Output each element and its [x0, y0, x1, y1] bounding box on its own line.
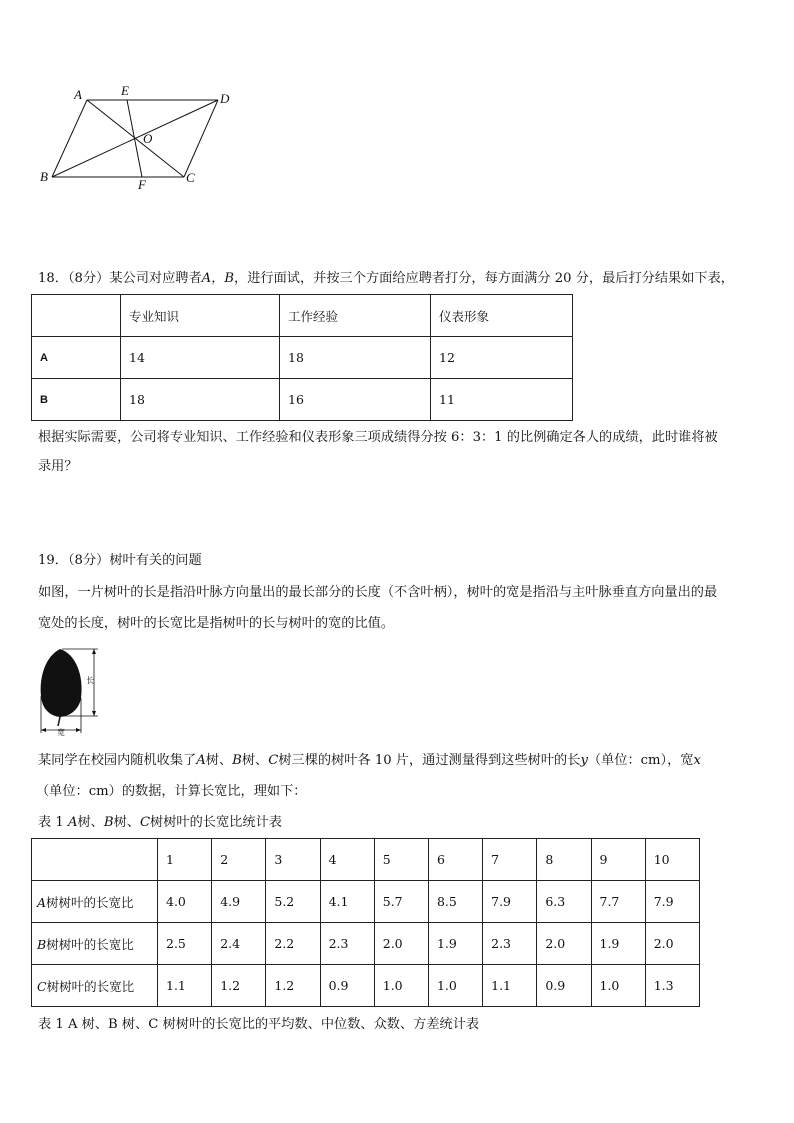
- label-e: E: [121, 83, 129, 98]
- leaf-width-label: 宽: [57, 728, 65, 736]
- table-cell: 4.0: [158, 881, 212, 923]
- width-arrowhead-left: [41, 728, 46, 732]
- table-cell: 16: [280, 379, 431, 421]
- length-arrowhead-top: [92, 649, 96, 654]
- table-cell: 12: [431, 337, 573, 379]
- row-label-suffix: 树树叶的长宽比: [46, 978, 135, 994]
- leaf-ratio-table: [31, 838, 700, 1007]
- table-cell: 0.9: [320, 965, 374, 1007]
- table-header: 7: [483, 839, 537, 881]
- q18-stem-post: ，进行面试，并按三个方面给应聘者打分，每方面满分 20 分，最后打分结果如下表，: [234, 271, 734, 286]
- table-header: 4: [320, 839, 374, 881]
- label-d: D: [220, 91, 230, 106]
- table-header: 专业知识: [121, 295, 280, 337]
- q19-desc-line1: 如图，一片树叶的长是指沿叶脉方向量出的最长部分的长度（不含叶柄），树叶的宽是指沿与主叶脉垂直方向量出的最: [38, 585, 718, 600]
- caption-tree-b: B: [103, 815, 114, 830]
- table-cell: 2.4: [212, 923, 266, 965]
- table-row-label: B: [32, 379, 121, 421]
- label-a: A: [74, 87, 82, 102]
- table-cell: 1.1: [483, 965, 537, 1007]
- var-x: x: [693, 753, 701, 768]
- row-tree-name: C: [37, 978, 47, 994]
- q18-stem-pre: 18．（8分）某公司对应聘者: [38, 271, 202, 286]
- edge-ab: [52, 100, 87, 177]
- table-cell: 11: [431, 379, 573, 421]
- table-cell: 2.3: [483, 923, 537, 965]
- caption-tree-c: C: [139, 815, 151, 830]
- table-header: 3: [266, 839, 320, 881]
- var-y: y: [580, 753, 588, 768]
- row-tree-name: B: [37, 936, 47, 952]
- collect-text-c: 树、: [241, 753, 269, 768]
- table-header: 6: [428, 839, 482, 881]
- leaf-stem: [58, 717, 60, 726]
- table-cell: 1.0: [374, 965, 428, 1007]
- table-cell: 2.0: [645, 923, 699, 965]
- row-label-suffix: 树树叶的长宽比: [46, 936, 134, 952]
- collect-text-a: 某同学在校园内随机收集了: [38, 753, 197, 768]
- table-cell: 7.7: [591, 881, 645, 923]
- q18-stem: [38, 269, 734, 289]
- caption-tree-a: A: [67, 815, 78, 830]
- q18-score-table: [31, 294, 573, 421]
- table-cell: 1.0: [428, 965, 482, 1007]
- table-cell: 5.2: [266, 881, 320, 923]
- table-cell: 1.2: [266, 965, 320, 1007]
- table-row: [32, 923, 700, 965]
- table-cell: 1.9: [428, 923, 482, 965]
- table-cell: 2.0: [374, 923, 428, 965]
- q19-collect-line1: [38, 751, 701, 771]
- table-header: 仪表形象: [431, 295, 573, 337]
- label-f: F: [138, 177, 146, 192]
- leaf-length-label: 长: [86, 676, 94, 685]
- caption-pre: 表 1: [38, 815, 68, 830]
- table-row: [32, 881, 700, 923]
- table-cell: 4.1: [320, 881, 374, 923]
- table-row: [32, 379, 573, 421]
- collect-text-e: （单位：cm），宽: [587, 753, 694, 768]
- table-cell: 2.3: [320, 923, 374, 965]
- table-row-label: [32, 881, 158, 923]
- table-cell: 18: [121, 379, 280, 421]
- q18-stem-ab: A，B: [201, 271, 235, 286]
- tree-a-label: A: [196, 753, 206, 768]
- table-row: [32, 295, 573, 337]
- segment-ef: [127, 100, 142, 177]
- table-corner-cell: [32, 839, 158, 881]
- table1-caption: [38, 813, 282, 833]
- label-c: C: [186, 170, 195, 185]
- caption-mid2: 树、: [113, 815, 140, 830]
- leaf-figure: [36, 646, 106, 736]
- table-row-label: A: [32, 337, 121, 379]
- table-header: 2: [212, 839, 266, 881]
- leaf-shape: [41, 649, 82, 717]
- table-header: 1: [158, 839, 212, 881]
- table-cell: 6.3: [537, 881, 591, 923]
- tree-b-label: B: [232, 753, 242, 768]
- tree-c-label: C: [268, 753, 279, 768]
- table-cell: 0.9: [537, 965, 591, 1007]
- table-cell: 2.0: [537, 923, 591, 965]
- q19-collect-line2: （单位：cm）的数据，计算长宽比，理如下：: [36, 784, 307, 799]
- table-cell: 1.2: [212, 965, 266, 1007]
- table-cell: 7.9: [645, 881, 699, 923]
- table-row: [32, 337, 573, 379]
- table-cell: 18: [280, 337, 431, 379]
- row-label-suffix: 树树叶的长宽比: [46, 894, 134, 910]
- q19-title: 19．（8分）树叶有关的问题: [38, 553, 202, 568]
- length-arrowhead-bottom: [92, 711, 96, 716]
- collect-text-d: 树三棵的树叶各 10 片，通过测量得到这些树叶的长: [278, 753, 581, 768]
- table-row: [32, 839, 700, 881]
- table-cell: 1.3: [645, 965, 699, 1007]
- table-cell: 7.9: [483, 881, 537, 923]
- table-header: 工作经验: [280, 295, 431, 337]
- table-cell: 8.5: [428, 881, 482, 923]
- row-tree-name: A: [37, 894, 47, 910]
- table-header: 10: [645, 839, 699, 881]
- table-cell: 2.5: [158, 923, 212, 965]
- table-cell: 1.0: [591, 965, 645, 1007]
- table2-caption: 表 1 A 树、B 树、C 树树叶的长宽比的平均数、中位数、众数、方差统计表: [38, 1017, 480, 1032]
- table-row: [32, 965, 700, 1007]
- table-cell: 14: [121, 337, 280, 379]
- table-header: 5: [374, 839, 428, 881]
- table-cell: 2.2: [266, 923, 320, 965]
- label-o: O: [143, 131, 153, 146]
- table-cell: [32, 295, 121, 337]
- caption-post: 树树叶的长宽比统计表: [150, 815, 282, 830]
- table-cell: 4.9: [212, 881, 266, 923]
- width-arrowhead-right: [76, 728, 81, 732]
- q18-after-line2: 录用？: [38, 459, 78, 474]
- table-cell: 1.9: [591, 923, 645, 965]
- table-cell: 5.7: [374, 881, 428, 923]
- table-header: 9: [591, 839, 645, 881]
- q19-desc-line2: 宽处的长度，树叶的长宽比是指树叶的长与树叶的宽的比值。: [38, 616, 395, 631]
- table-header: 8: [537, 839, 591, 881]
- label-b: B: [40, 169, 48, 184]
- edge-dc: [184, 100, 218, 177]
- table-cell: 1.1: [158, 965, 212, 1007]
- table-row-label: [32, 923, 158, 965]
- parallelogram-figure: [30, 80, 250, 195]
- caption-mid1: 树、: [77, 815, 104, 830]
- q18-after-line1: 根据实际需要，公司将专业知识、工作经验和仪表形象三项成绩得分按 6：3：1 的比例确定各人的成绩，此时谁将被: [38, 430, 718, 445]
- table-row-label: [32, 965, 158, 1007]
- collect-text-b: 树、: [205, 753, 233, 768]
